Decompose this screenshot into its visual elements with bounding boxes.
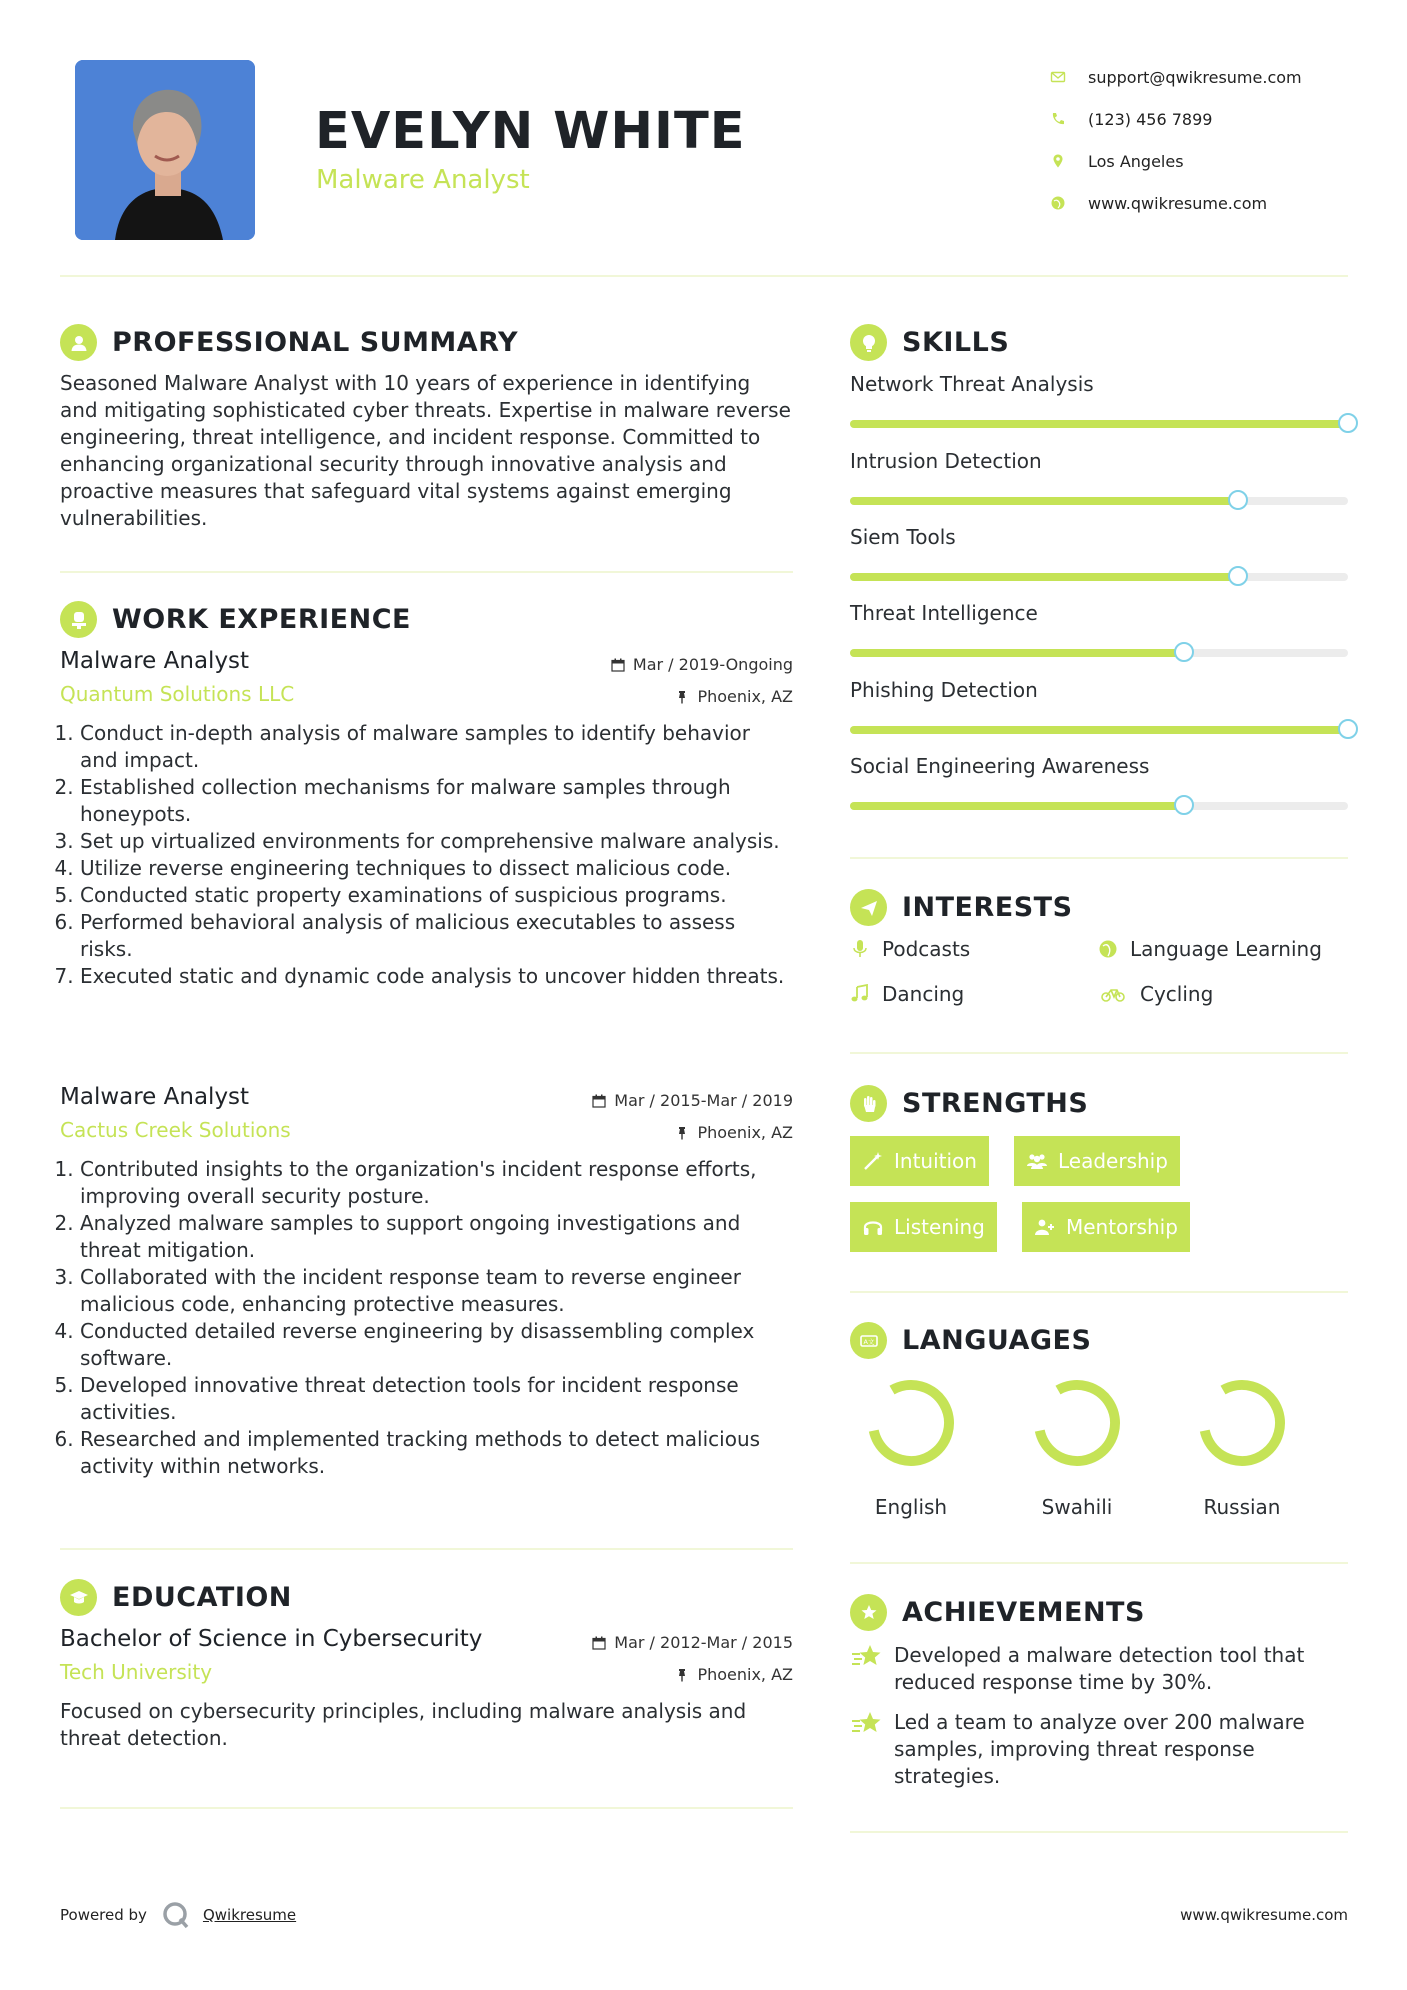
contact-email-text: support@qwikresume.com xyxy=(1088,67,1302,87)
strengths-heading xyxy=(850,1085,1088,1122)
trophy-icon xyxy=(850,1594,887,1631)
contact-website[interactable] xyxy=(1050,182,1302,224)
job-duty: 5. Conducted static property examinations of suspicious programs. xyxy=(80,882,793,909)
footer-website[interactable]: www.qwikresume.com xyxy=(1180,1906,1348,1924)
education-entry xyxy=(60,1626,793,1752)
contact-email[interactable] xyxy=(1050,56,1302,98)
job-duty: 4. Conducted detailed reverse engineering by disassembling complex software. xyxy=(80,1318,793,1372)
powered-by-label: Powered by xyxy=(60,1906,147,1924)
skill-bar-knob xyxy=(1228,490,1248,510)
job-location xyxy=(675,687,793,706)
interest-label: Language Learning xyxy=(1130,937,1322,961)
profile-photo xyxy=(75,60,255,240)
job-date xyxy=(592,1091,793,1110)
skills-divider xyxy=(850,857,1348,859)
interest-item xyxy=(850,982,964,1006)
strength-badge xyxy=(850,1136,989,1186)
language-icon xyxy=(850,1322,887,1359)
job-duty: 5. Developed innovative threat detection tools for incident response activities. xyxy=(80,1372,793,1426)
calendar-icon xyxy=(611,658,625,672)
contact-phone-text: (123) 456 7899 xyxy=(1088,109,1213,129)
job-location-text: Phoenix, AZ xyxy=(697,687,793,706)
skill-label: Threat Intelligence xyxy=(850,601,1038,625)
language-item xyxy=(1182,1375,1302,1519)
skill-bar-knob xyxy=(1228,566,1248,586)
magic-wand-icon xyxy=(862,1150,884,1172)
qwikresume-link[interactable]: Qwikresume xyxy=(202,1906,297,1924)
achievements-heading xyxy=(850,1594,1145,1631)
candidate-title: Malware Analyst xyxy=(316,165,530,195)
strength-badge xyxy=(850,1202,997,1252)
education-divider xyxy=(60,1807,793,1809)
strength-badge xyxy=(1014,1136,1180,1186)
pin-icon xyxy=(675,1126,689,1140)
skill-bar-fill xyxy=(850,573,1238,581)
interest-label: Podcasts xyxy=(882,937,971,961)
skill-label: Intrusion Detection xyxy=(850,449,1042,473)
header-divider xyxy=(60,275,1348,277)
work-title: WORK EXPERIENCE xyxy=(112,604,411,635)
skill-bar-fill xyxy=(850,649,1184,657)
language-label: English xyxy=(874,1495,948,1519)
summary-title: PROFESSIONAL SUMMARY xyxy=(112,327,519,358)
job-duty: 6. Performed behavioral analysis of malicious executables to assess risks. xyxy=(80,909,793,963)
globe-icon xyxy=(1098,939,1118,959)
user-plus-icon xyxy=(1034,1216,1056,1238)
skill-item xyxy=(850,601,1348,657)
school-name: Tech University xyxy=(60,1660,213,1684)
job-duty: 2. Analyzed malware samples to support ongoing investigations and threat mitigation. xyxy=(80,1210,793,1264)
svg-text:A文: A文 xyxy=(863,1337,874,1346)
pin-icon xyxy=(675,1668,689,1682)
language-label: Swahili xyxy=(1041,1495,1113,1519)
job-entry-2 xyxy=(60,1084,793,1480)
job-duty: 1. Conduct in-depth analysis of malware samples to identify behavior and impact. xyxy=(80,720,793,774)
email-icon xyxy=(1050,69,1088,85)
job-duties-list xyxy=(60,720,793,990)
job-location xyxy=(675,1123,793,1142)
language-label: Russian xyxy=(1203,1495,1281,1519)
job-company: Quantum Solutions LLC xyxy=(60,682,295,706)
job-title: Malware Analyst xyxy=(60,1084,250,1110)
bicycle-icon xyxy=(1098,984,1128,1004)
education-location xyxy=(675,1665,793,1684)
language-ring xyxy=(1194,1375,1290,1471)
interest-item xyxy=(850,937,970,961)
skills-title: SKILLS xyxy=(902,327,1010,358)
languages-title: LANGUAGES xyxy=(902,1325,1092,1356)
job-title: Malware Analyst xyxy=(60,648,250,674)
skill-label: Social Engineering Awareness xyxy=(850,754,1150,778)
globe-icon xyxy=(1050,195,1088,211)
microphone-icon xyxy=(850,939,870,959)
work-divider xyxy=(60,1548,793,1550)
skill-item xyxy=(850,754,1348,810)
lightbulb-icon xyxy=(850,324,887,361)
user-icon xyxy=(60,324,97,361)
degree-title: Bachelor of Science in Cybersecurity xyxy=(60,1626,483,1652)
calendar-icon xyxy=(592,1094,606,1108)
strength-label: Mentorship xyxy=(1066,1215,1178,1239)
job-duty: 1. Contributed insights to the organization's incident response efforts, improving overall security posture. xyxy=(80,1156,793,1210)
skill-bar-knob xyxy=(1174,795,1194,815)
interest-label: Dancing xyxy=(882,982,965,1006)
achievement-item xyxy=(850,1642,1340,1696)
skill-bar-fill xyxy=(850,497,1238,505)
star-icon xyxy=(850,1642,884,1672)
graduation-icon xyxy=(60,1579,97,1616)
interest-item xyxy=(1098,982,1213,1006)
location-icon xyxy=(1050,153,1088,169)
achievement-item xyxy=(850,1709,1340,1790)
job-duty: 3. Set up virtualized environments for comprehensive malware analysis. xyxy=(80,828,793,855)
footer-powered-by xyxy=(60,1900,296,1930)
contact-list xyxy=(1050,56,1302,224)
qwikresume-logo-icon xyxy=(161,1900,191,1930)
phone-icon xyxy=(1050,111,1088,127)
contact-website-text: www.qwikresume.com xyxy=(1088,193,1268,213)
summary-divider xyxy=(60,571,793,573)
achievement-text: Led a team to analyze over 200 malware samples, improving threat response strategies. xyxy=(894,1710,1305,1788)
education-date-text: Mar / 2012-Mar / 2015 xyxy=(614,1633,793,1652)
job-location-text: Phoenix, AZ xyxy=(697,1123,793,1142)
skill-bar xyxy=(850,497,1348,505)
language-item xyxy=(1017,1375,1137,1519)
strengths-divider xyxy=(850,1291,1348,1293)
headphones-icon xyxy=(862,1216,884,1238)
skill-item xyxy=(850,678,1348,734)
strength-label: Intuition xyxy=(894,1149,977,1173)
language-ring xyxy=(863,1375,959,1471)
skill-label: Siem Tools xyxy=(850,525,956,549)
job-date-text: Mar / 2019-Ongoing xyxy=(632,655,793,674)
skill-bar-knob xyxy=(1338,719,1358,739)
skills-heading xyxy=(850,324,1009,361)
job-duty: 3. Collaborated with the incident response team to reverse engineer malicious code, enhancing protective measures. xyxy=(80,1264,793,1318)
briefcase-icon xyxy=(60,601,97,638)
job-duty: 4. Utilize reverse engineering techniques to dissect malicious code. xyxy=(80,855,793,882)
summary-heading xyxy=(60,324,518,361)
job-date-text: Mar / 2015-Mar / 2019 xyxy=(614,1091,793,1110)
interest-label: Cycling xyxy=(1140,982,1214,1006)
job-duty: 6. Researched and implemented tracking methods to detect malicious activity within networks. xyxy=(80,1426,793,1480)
skill-bar xyxy=(850,649,1348,657)
skill-item xyxy=(850,525,1348,581)
achievement-text: Developed a malware detection tool that reduced response time by 30%. xyxy=(894,1643,1305,1694)
education-title: EDUCATION xyxy=(112,1582,292,1613)
paper-plane-icon xyxy=(850,889,887,926)
skill-item xyxy=(850,449,1348,505)
interest-item xyxy=(1098,937,1322,961)
music-note-icon xyxy=(850,984,870,1004)
candidate-name: EVELYN WHITE xyxy=(315,102,746,161)
skill-bar xyxy=(850,802,1348,810)
contact-location xyxy=(1050,140,1302,182)
skill-bar xyxy=(850,573,1348,581)
achievements-title: ACHIEVEMENTS xyxy=(902,1597,1145,1628)
skill-label: Network Threat Analysis xyxy=(850,372,1094,396)
calendar-icon xyxy=(592,1636,606,1650)
contact-location-text: Los Angeles xyxy=(1088,151,1184,171)
language-item xyxy=(851,1375,971,1519)
interests-heading xyxy=(850,889,1073,926)
hand-icon xyxy=(850,1085,887,1122)
strength-label: Listening xyxy=(894,1215,985,1239)
interests-divider xyxy=(850,1052,1348,1054)
strength-badge xyxy=(1022,1202,1190,1252)
interests-title: INTERESTS xyxy=(902,892,1073,923)
users-icon xyxy=(1026,1150,1048,1172)
profile-portrait-icon xyxy=(75,60,255,240)
skill-bar xyxy=(850,726,1348,734)
skill-label: Phishing Detection xyxy=(850,678,1038,702)
contact-phone[interactable] xyxy=(1050,98,1302,140)
strengths-title: STRENGTHS xyxy=(902,1088,1089,1119)
job-date xyxy=(611,655,793,674)
languages-divider xyxy=(850,1562,1348,1564)
job-duty: 2. Established collection mechanisms for malware samples through honeypots. xyxy=(80,774,793,828)
education-date xyxy=(592,1633,793,1652)
skill-bar-fill xyxy=(850,420,1348,428)
job-duties-list xyxy=(60,1156,793,1480)
skill-bar-fill xyxy=(850,802,1184,810)
skill-bar-knob xyxy=(1174,642,1194,662)
skill-bar-knob xyxy=(1338,413,1358,433)
language-ring xyxy=(1029,1375,1125,1471)
education-heading xyxy=(60,1579,292,1616)
star-icon xyxy=(850,1709,884,1739)
education-description: Focused on cybersecurity principles, including malware analysis and threat detection. xyxy=(60,1699,747,1750)
skill-bar xyxy=(850,420,1348,428)
work-heading xyxy=(60,601,411,638)
education-location-text: Phoenix, AZ xyxy=(697,1665,793,1684)
pin-icon xyxy=(675,690,689,704)
summary-text: Seasoned Malware Analyst with 10 years of experience in identifying and mitigating sophisticated cyber threats. Expertise in malware reverse engineering, threat intelligence, and incident response. Committed to enhancing organizational security through innovative analysis and proactive measures that safeguard vital systems against emerging vulnerabilities. xyxy=(60,371,791,530)
job-duty: 7. Executed static and dynamic code analysis to uncover hidden threats. xyxy=(80,963,793,990)
languages-heading xyxy=(850,1322,1091,1359)
job-company: Cactus Creek Solutions xyxy=(60,1118,291,1142)
job-entry-1 xyxy=(60,648,793,990)
achievements-divider xyxy=(850,1831,1348,1833)
strength-label: Leadership xyxy=(1058,1149,1168,1173)
skill-bar-fill xyxy=(850,726,1348,734)
skill-item xyxy=(850,372,1348,428)
